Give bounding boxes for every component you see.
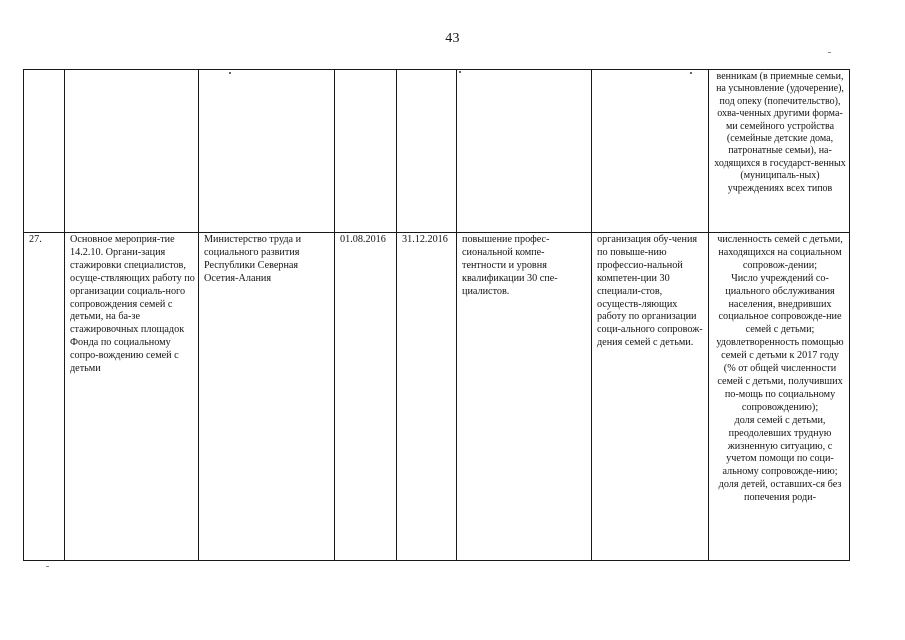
indicator-item: Число учреждений со-циального обслуживания населения, внедривших социальное сопровожде-ние семей с детьми; [718,272,842,336]
cell-executor: Министерство труда и социального развития Республики Северная Осетия-Алания [199,233,335,561]
cell-end-empty [397,70,457,233]
cell-indicators [709,233,850,561]
cell-start-empty [335,70,397,233]
cell-end-date: 31.12.2016 [397,233,457,561]
scan-speck [690,72,692,74]
cell-start-date: 01.08.2016 [335,233,397,561]
scan-speck [229,72,231,74]
scan-speck [459,71,461,73]
indicator-item: доля семей с детьми, преодолевших трудную жизненную ситуацию, с учетом помощи по соци-альному сопровожде-нию; [722,414,838,478]
measures-table [23,69,850,561]
cell-content-empty [592,70,709,233]
cell-content: организация обу-чения по повыше-нию профессио-нальной компетен-ции 30 специали-стов, осуществ-ляющих работу по организации соци-ального сопровож-дения семей с детьми. [592,233,709,561]
cell-number-empty [24,70,65,233]
scan-speck [828,52,831,53]
scan-speck [46,566,49,567]
indicator-item: удовлетворенность помощью семей с детьми к 2017 году (% от общей численности семей с детьми, получивших по-мощь по социальному сопровождению); [716,337,844,413]
indicator-item: численность семей с детьми, находящихся на социальном сопровож-дении; [717,234,843,271]
page-number: 43 [445,31,460,46]
cell-executor-empty [199,70,335,233]
cell-indicator-continuation: венникам (в приемные семьи, на усыновление (удочерение), под опеку (попечительство), охва-ченных другими форма-ми семейного устройства (семейные детские дома, патронатные семьи), на-ходящихся в государст-венных (муниципаль-ных) учреждениях всех типов [709,70,850,233]
cell-result-empty [457,70,592,233]
table-row-27 [24,233,850,561]
continuation-row [24,70,850,233]
cell-activity: Основное мероприя-тие 14.2.10. Органи-зация стажировки специалистов, осуще-ствляющих работу по организации социаль-ного сопровождения семей с детьми, на ба-зе стажировочных площадок Фонда по социальному сопро-вождению семей с детьми [65,233,199,561]
cell-expected-result: повышение профес-сиональной компе-тентности и уровня квалификации 30 спе-циалистов. [457,233,592,561]
cell-activity-empty [65,70,199,233]
cell-row-number: 27. [24,233,65,561]
indicator-item: доля детей, оставших-ся без попечения роди- [718,479,842,504]
